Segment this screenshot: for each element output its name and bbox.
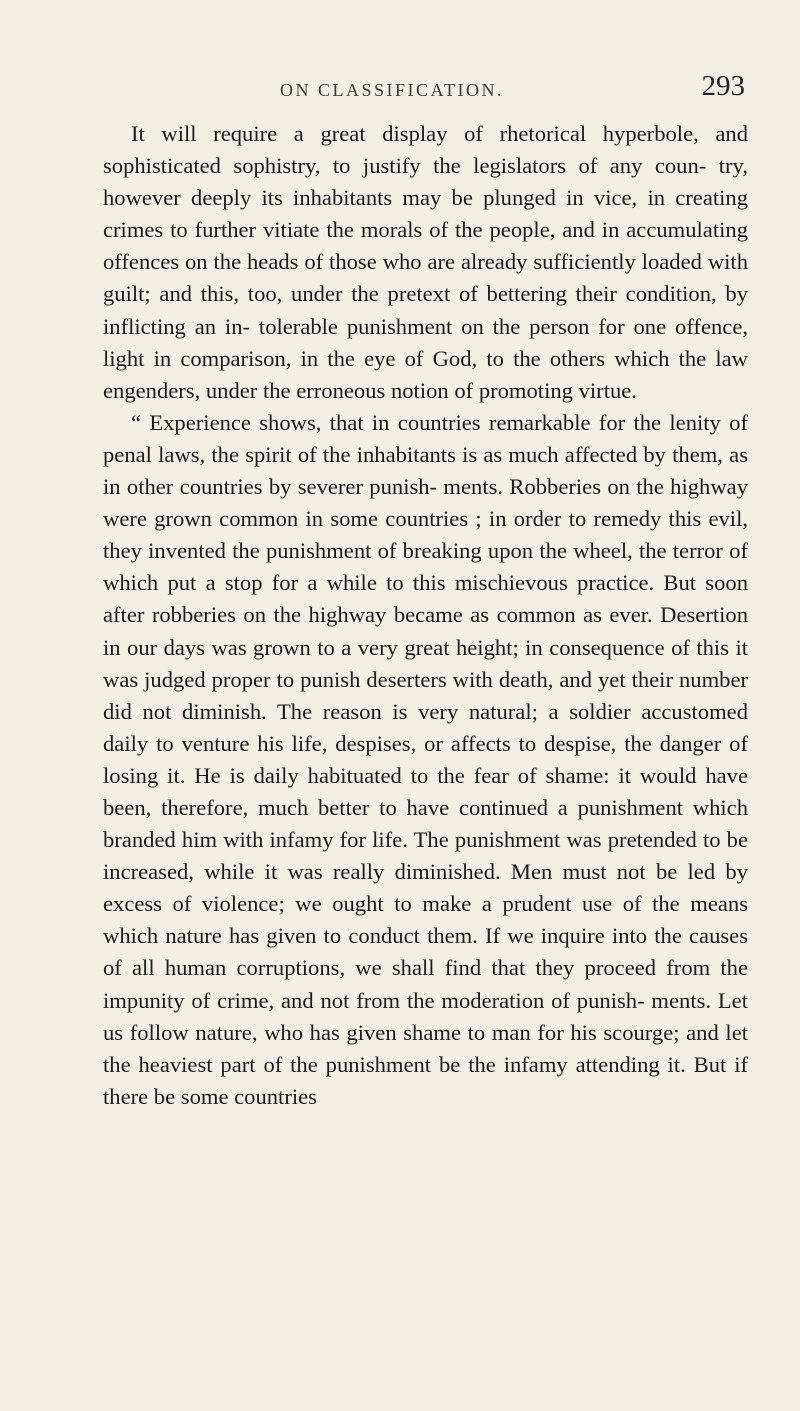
page-number: 293	[701, 70, 745, 102]
body-text	[103, 118, 748, 1113]
paragraph: It will require a great display of rhetorical hyperbole, and sophisticated sophistry, to justify the legislators of any coun- try, however deeply its inhabitants may be plunged in vice, in creating crimes to further vitiate the morals of the people, and in accumulating offences on the heads of those who are already sufficiently loaded with guilt; and this, too, under the pretext of bettering their condition, by inflicting an in- tolerable punishment on the person for one offence, light in comparison, in the eye of God, to the others which the law engenders, under the erroneous notion of promoting virtue.	[103, 121, 748, 403]
running-title: ON CLASSIFICATION.	[280, 80, 505, 100]
running-head	[100, 72, 745, 112]
paragraph: “ Experience shows, that in countries remarkable for the lenity of penal laws, the spirit of the inhabitants is as much affected by them, as in other countries by severer punish- ments. Robberies on the highway were grown common in some countries ; in order to remedy this evil, they invented the punishment of breaking upon the wheel, the terror of which put a stop for a while to this mischievous practice. But soon after robberies on the highway became as common as ever. Desertion in our days was grown to a very great height; in consequence of this it was judged proper to punish deserters with death, and yet their number did not diminish. The reason is very natural; a soldier accustomed daily to venture his life, despises, or affects to despise, the danger of losing it. He is daily habituated to the fear of shame: it would have been, therefore, much better to have continued a punishment which branded him with infamy for life. The punishment was pretended to be increased, while it was really diminished. Men must not be led by excess of violence; we ought to make a prudent use of the means which nature has given to conduct them. If we inquire into the causes of all human corruptions, we shall find that they proceed from the impunity of crime, and not from the moderation of punish- ments. Let us follow nature, who has given shame to man for his scourge; and let the heaviest part of the punishment be the infamy attending it. But if there be some countries	[103, 409, 748, 1109]
